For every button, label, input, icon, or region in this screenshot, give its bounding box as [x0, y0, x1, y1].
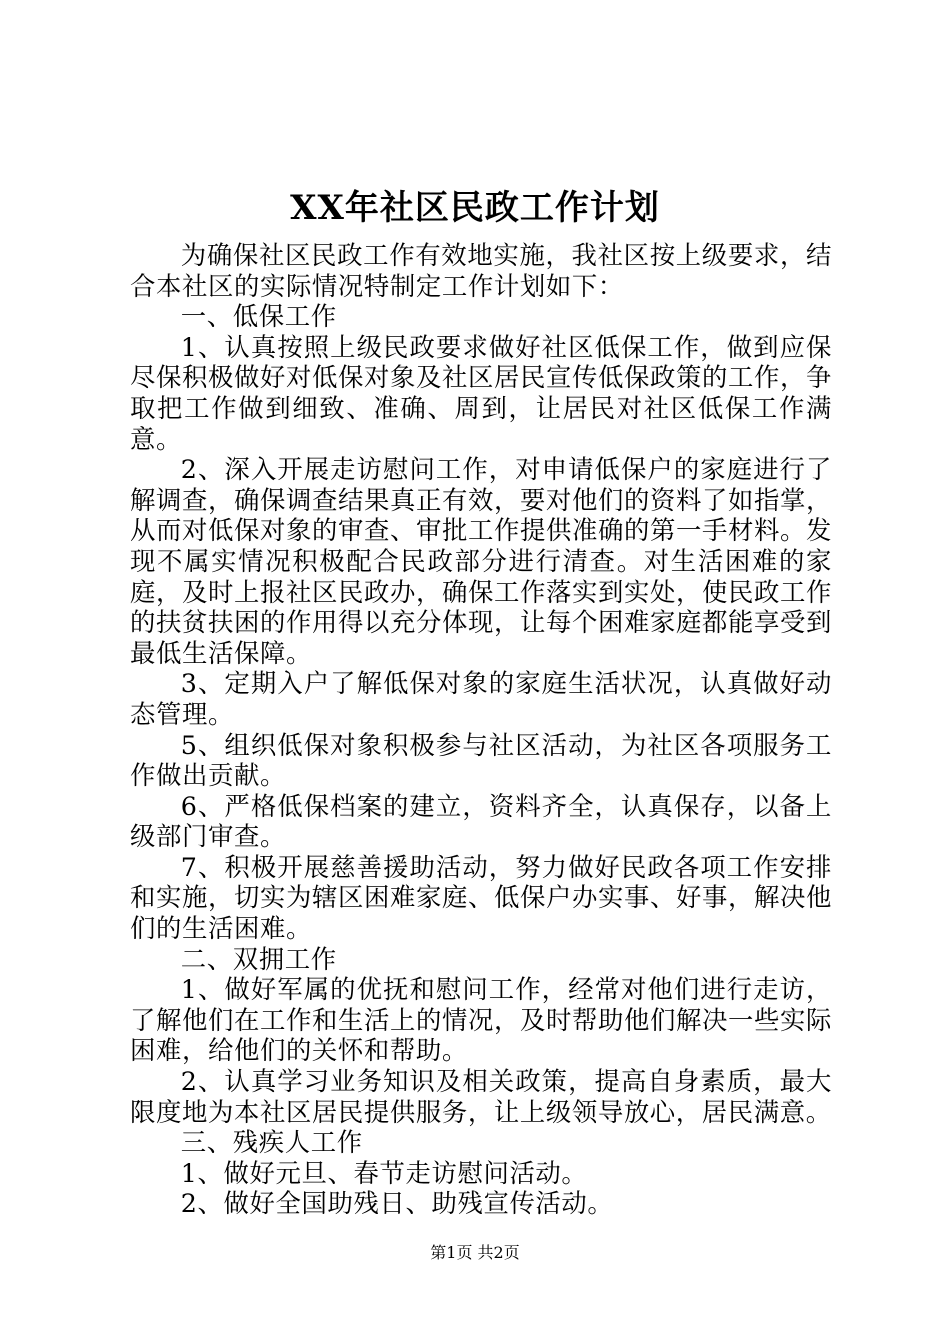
page-footer: [0, 1242, 950, 1264]
section-heading-disability: 三、残疾人工作: [180, 1127, 363, 1158]
section-heading-low-income: 一、低保工作: [180, 301, 337, 332]
document-body: [130, 240, 832, 1219]
paragraph-item: 7、积极开展慈善援助活动，努力做好民政各项工作安排和实施，切实为辖区困难家庭、低保户办实事、好事，解决他们的生活困难。: [130, 851, 832, 944]
paragraph-item: 2、做好全国助残日、助残宣传活动。: [180, 1188, 614, 1219]
document-title: XX年社区民政工作计划: [290, 188, 660, 228]
paragraph-item: 2、认真学习业务知识及相关政策，提高自身素质，最大限度地为本社区居民提供服务，让上级领导放心，居民满意。: [130, 1066, 832, 1127]
page-number: 第1页 共2页: [430, 1243, 520, 1262]
paragraph-item: 1、做好元旦、春节走访慰问活动。: [180, 1157, 588, 1188]
paragraph-item: 5、组织低保对象积极参与社区活动，为社区各项服务工作做出贡献。: [130, 729, 832, 791]
paragraph-item: 6、严格低保档案的建立，资料齐全，认真保存，以备上级部门审查。: [130, 790, 832, 852]
paragraph-item: 1、做好军属的优抚和慰问工作，经常对他们进行走访，了解他们在工作和生活上的情况，及时帮助他们解决一些实际困难，给他们的关怀和帮助。: [130, 974, 832, 1066]
intro-paragraph: 为确保社区民政工作有效地实施，我社区按上级要求，结合本社区的实际情况特制定工作计划如下：: [130, 240, 832, 301]
paragraph-item: 1、认真按照上级民政要求做好社区低保工作，做到应保尽保积极做好对低保对象及社区居民宣传低保政策的工作，争取把工作做到细致、准确、周到，让居民对社区低保工作满意。: [130, 331, 832, 454]
section-heading-military: 二、双拥工作: [180, 943, 337, 974]
paragraph-item: 2、深入开展走访慰问工作，对申请低保户的家庭进行了解调查，确保调查结果真正有效，要对他们的资料了如指掌，从而对低保对象的审查、审批工作提供准确的第一手材料。发现不属实情况积极配合民政部分进行清查。对生活困难的家庭，及时上报社区民政办，确保工作落实到实处，使民政工作的扶贫扶困的作用得以充分体现，让每个困难家庭都能享受到最低生活保障。: [130, 454, 832, 668]
paragraph-item: 3、定期入户了解低保对象的家庭生活状况，认真做好动态管理。: [130, 668, 832, 729]
